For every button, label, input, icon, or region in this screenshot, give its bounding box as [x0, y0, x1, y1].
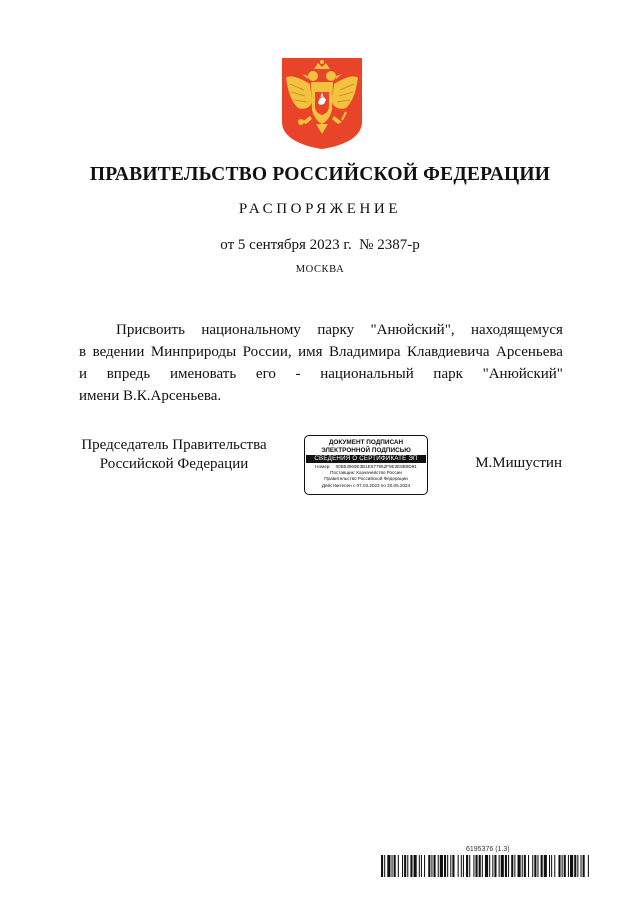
text-line: Присвоить национальному парку "Анюйский", находящемуся [116, 322, 563, 338]
text-line: в ведении Минприроды России, имя Владимира Клавдиевича Арсеньева [79, 344, 563, 360]
government-title: ПРАВИТЕЛЬСТВО РОССИЙСКОЙ ФЕДЕРАЦИИ [89, 164, 551, 185]
text-line: и впредь именовать его - национальный парк "Анюйский" [79, 366, 563, 382]
barcode-number: 6195376 (1.3) [466, 846, 510, 853]
document-date: от 5 сентября 2023 г. [220, 237, 352, 253]
document-number: № 2387-р [359, 237, 420, 253]
electronic-signature-stamp: ДОКУМЕНТ ПОДПИСАН ЭЛЕКТРОННОЙ ПОДПИСЬЮ СВЕДЕНИЯ О СЕРТИФИКАТЕ ЭП Номер: 00B53969E3B1E677952F9E3E8B9D81 Поставщик: Казначейство России Правительство Российской Федерации Действителен с 07.03.2023 по 30.05.2024 [304, 435, 428, 495]
signatory-name: М.Мишустин [475, 455, 562, 471]
coat-of-arms-emblem [280, 56, 364, 150]
barcode [381, 855, 589, 877]
order-text [79, 319, 563, 407]
certificate-number: Номер: 00B53969E3B1E677952F9E3E8B9D81 [315, 464, 417, 469]
document-type: РАСПОРЯЖЕНИЕ [238, 201, 402, 217]
text-line: имени В.К.Арсеньева. [79, 388, 222, 404]
document-date-number [0, 237, 640, 254]
signatory-position: Председатель Правительства Российской Федерации [81, 437, 267, 472]
document-city: МОСКВА [295, 264, 345, 275]
